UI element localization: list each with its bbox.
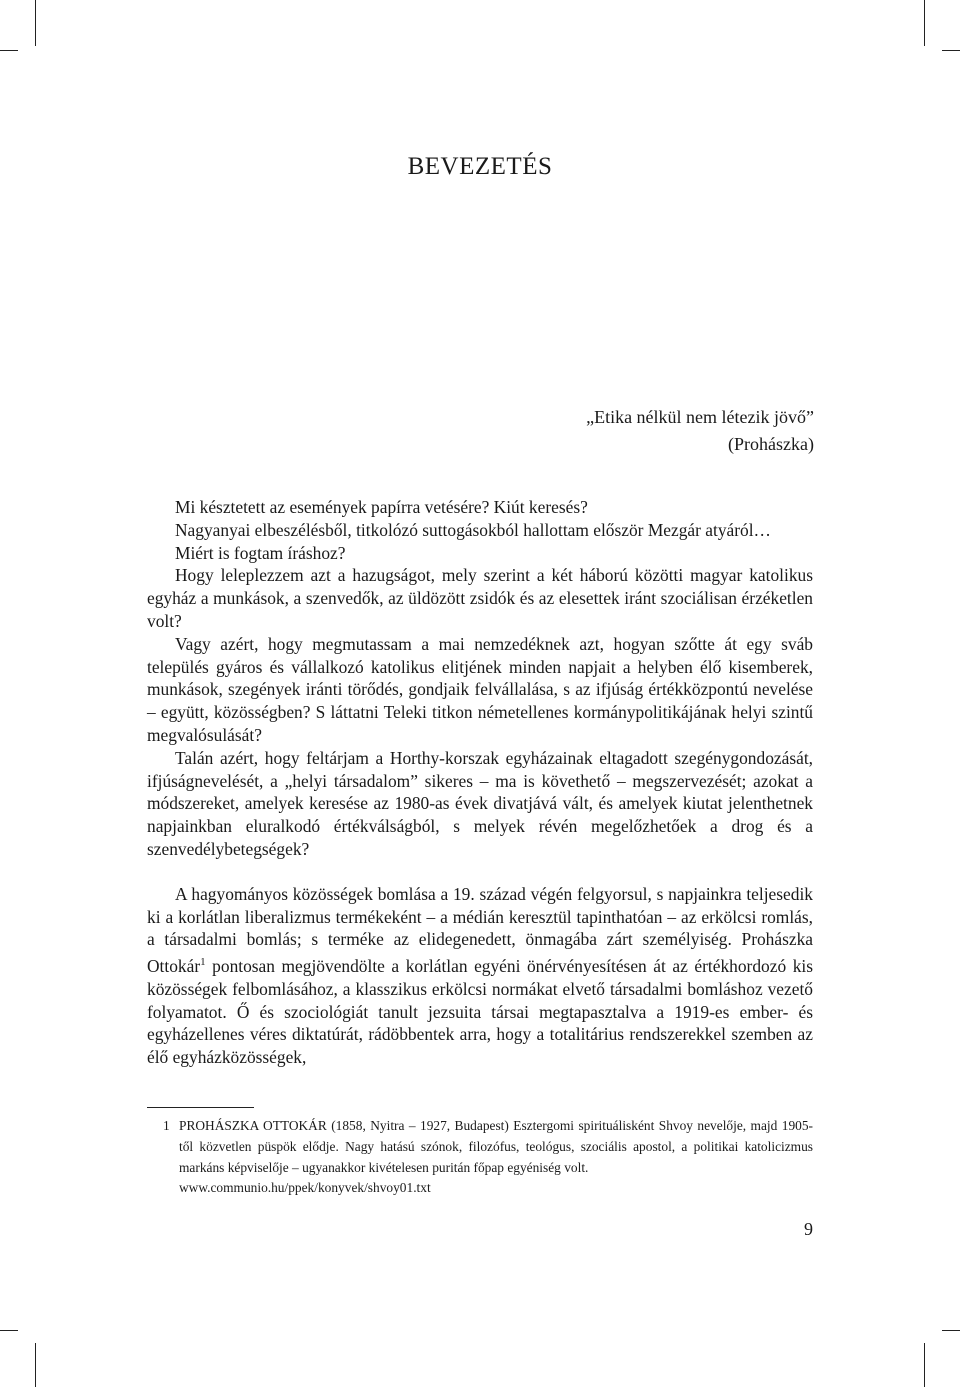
footnote-divider — [147, 1107, 254, 1108]
paragraph-text: pontosan megjövendölte a korlátlan egyéni önérvényesítésen át az értékhordozó kis közösségek felbomlásához, a klasszikus erkölcsi normákat elvető társadalmi bomláshoz vezető folyamatot. Ő és szociológiát tanult jezsuita társai megtapasztalva a 1919-es ember- és egyházellenes véres diktatúrát, rádöbbentek arra, hogy a totalitárius rendszerekkel szemben az élő egyházközösségek, — [147, 955, 813, 1068]
paragraph: Hogy leleplezzem azt a hazugságot, mely szerint a két háború közötti magyar katolikus egyház a munkások, a szenvedők, az üldözött zsidók és az elesettek iránt szociálisan érzéketlen volt? — [147, 565, 813, 631]
footnote-url: www.communio.hu/ppek/konyvek/shvoy01.txt — [179, 1180, 431, 1196]
epigraph — [586, 404, 814, 458]
crop-mark — [0, 1330, 18, 1331]
paragraph — [147, 883, 813, 1069]
epigraph-quote: „Etika nélkül nem létezik jövő” — [586, 407, 814, 427]
page-number: 9 — [804, 1219, 813, 1239]
footnote-number: 1 — [163, 1118, 170, 1133]
chapter-title: BEVEZETÉS — [407, 153, 553, 180]
paragraph: Mi késztetett az események papírra vetésére? Kiút keresés? — [175, 497, 588, 517]
crop-mark — [924, 1343, 925, 1387]
footnote-text: PROHÁSZKA OTTOKÁR (1858, Nyitra – 1927, Budapest) Esztergomi spirituálisként Shvoy nevelője, majd 1905-től közvetlen püspök elődje. Nagy hatású szónok, filozófus, teológus, szociális apostol, a politikai katolicizmus markáns képviselője – ugyanakkor kivételesen puritán főpap egyéniség volt. — [179, 1118, 813, 1175]
footnote — [147, 1116, 813, 1199]
crop-mark — [0, 50, 18, 51]
crop-mark — [942, 1330, 960, 1331]
crop-mark — [35, 1343, 36, 1387]
crop-mark — [35, 0, 36, 46]
crop-mark — [924, 0, 925, 46]
paragraph: Miért is fogtam íráshoz? — [175, 542, 346, 563]
body-text — [147, 496, 813, 1069]
paragraph-text: A hagyományos közösségek bomlása a 19. század végén felgyorsul, s napjainkra teljesedik ki a korlátlan liberalizmus termékeként – a médián keresztül tapinthatóan – az erkölcsi romlás, a társadalmi bomlás; s terméke az elidegenedett, önmagába zárt személyiség. Prohászka Ottokár — [147, 883, 813, 976]
epigraph-attribution: (Prohászka) — [728, 434, 814, 454]
paragraph: Nagyanyai elbeszélésből, titkolózó suttogásokból hallottam először Mezgár atyáról… — [175, 519, 771, 540]
footnote-reference: 1 — [200, 956, 206, 969]
paragraph: Talán azért, hogy feltárjam a Horthy-korszak egyházainak eltagadott szegénygondozását, ifjúságnevelését, a „helyi társadalom” sikeres – ma is követhető – megszervezését; azokat a módszereket, amelyek keresése az 1980-as évek divatjává vált, és amelyek kiutat jelenthetnek napjainkban eluralkodó értékválságból, s melyek révén megelőzhetőek a drog és a szenvedélybetegségek? — [147, 747, 813, 859]
crop-mark — [942, 50, 960, 51]
paragraph: Vagy azért, hogy megmutassam a mai nemzedéknek azt, hogyan szőtte át egy sváb település gyáros és vállalkozó katolikus elitjének minden napjait a helyben élő kisemberek, munkások, szegények iránti törődés, gondjaik felvállalása, s az ifjúság értékközpontú nevelése – együtt, közösségben? S láttatni Teleki titkon németellenes kormánypolitikájának helyi szintű megvalósulását? — [147, 633, 813, 745]
